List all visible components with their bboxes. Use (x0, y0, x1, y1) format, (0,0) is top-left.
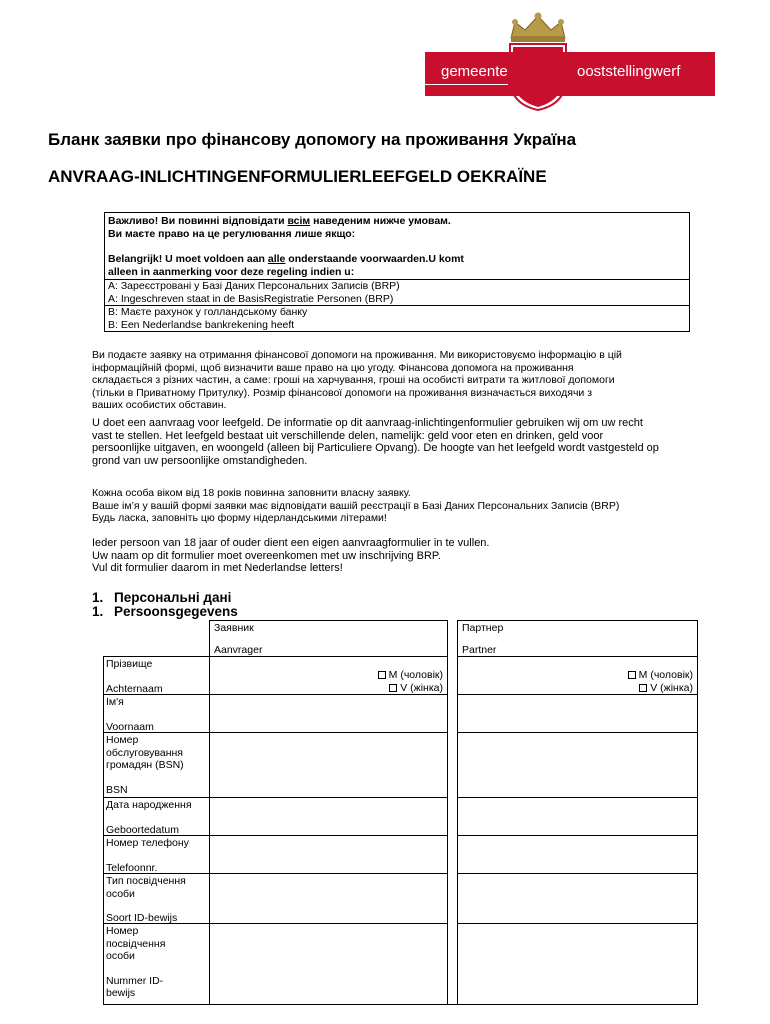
section-heading-nl (92, 604, 238, 619)
partner-gender-female[interactable] (553, 682, 693, 695)
logo-text-gemeente: gemeente (441, 63, 508, 80)
paragraph-line: Ваше ім’я у вашій формі заявки має відповідати вашій реєстрації в Базі Даних Персональних Записів (BRP) (92, 499, 620, 512)
conditions-ua-text-end: наведеним нижче умовам. (310, 215, 451, 227)
section-heading-ua (92, 590, 231, 605)
applicant-gender-male[interactable] (303, 669, 443, 682)
paragraph-line: Ieder persoon van 18 jaar of ouder dient een eigen aanvraagformulier in te vullen. (92, 537, 490, 549)
partner-gender-options (553, 669, 693, 694)
conditions-nl-emphasis: alle (267, 253, 286, 265)
section-title-ua: Персональні дані (114, 590, 232, 605)
paragraph-line: Uw naam op dit formulier moet overeenkomen met uw inschrijving BRP. (92, 549, 441, 562)
personal-data-table (103, 620, 698, 1005)
row-label-phone (106, 837, 189, 874)
label-nl: BSN (106, 783, 128, 796)
row-label-bsn (106, 734, 184, 796)
checkbox-icon[interactable] (389, 684, 397, 692)
applicant-header-nl: Aanvrager (214, 644, 263, 656)
conditions-nl-text-end: onderstaande voorwaarden.U komt (285, 253, 464, 265)
conditions-intro (108, 215, 464, 279)
form-title-ukrainian: Бланк заявки про фінансову допомогу на проживання Україна (48, 130, 577, 149)
paragraph-line: складається з різних частин, а саме: гроші на харчування, гроші на особисті витрати та житлової допомоги (92, 374, 615, 386)
intro-paragraph-nl (92, 417, 692, 467)
paragraph-line: Кожна особа віком від 18 років повинна заповнити власну заявку. (92, 487, 411, 499)
gender-female-label: V (жінка) (650, 681, 693, 694)
checkbox-icon[interactable] (628, 671, 636, 679)
row-label-birth-date (106, 799, 192, 836)
label-ua: Тип посвідчення (106, 875, 186, 887)
row-label-surname (106, 658, 163, 695)
conditions-nl-text: Belangrijk! U moet voldoen aan (108, 253, 268, 265)
condition-b (105, 305, 689, 331)
label-ua: Номер (106, 925, 139, 937)
checkbox-icon[interactable] (639, 684, 647, 692)
label-nl: Soort ID-bewijs (106, 912, 178, 924)
label-nl: Nummer ID- (106, 974, 164, 987)
paragraph-line: Будь ласка, заповніть цю форму нідерландськими літерами! (92, 512, 387, 524)
instructions-paragraph-nl (92, 537, 692, 575)
partner-gender-male[interactable] (553, 669, 693, 682)
paragraph-line: Ви подаєте заявку на отримання фінансової допомоги на проживання. Ми використовуємо інформацію в цій (92, 349, 622, 361)
row-label-id-type (106, 875, 186, 925)
conditions-ua-line2: Ви маєте право на це регулювання лише якщо: (108, 228, 356, 240)
label-nl: Telefoonnr. (106, 861, 158, 874)
condition-b-nl: B: Een Nederlandse bankrekening heeft (108, 318, 295, 331)
intro-paragraph-ua (92, 349, 692, 412)
section-number: 1. (92, 604, 104, 619)
condition-a (105, 279, 689, 305)
label-ua: Прізвище (106, 658, 153, 670)
conditions-ua-emphasis: всім (287, 215, 311, 227)
section-title-nl: Persoonsgegevens (114, 604, 238, 619)
label-ua: особи (106, 887, 135, 900)
label-nl: bewijs (106, 987, 136, 999)
condition-b-ua: B: Маєте рахунок у голландському банку (108, 306, 308, 318)
paragraph-line: інформаційній формі, щоб визначити ваше право на цю угоду. Фінансова допомога на проживання (92, 361, 574, 374)
eligibility-conditions-box (104, 212, 690, 332)
instructions-paragraph-ua (92, 487, 692, 525)
gender-female-label: V (жінка) (400, 681, 443, 694)
label-ua: Номер телефону (106, 837, 189, 849)
paragraph-line: (тільки в Приватному Притулку). Розмір фінансової допомоги на проживання визначається виходячи з (92, 386, 593, 399)
checkbox-icon[interactable] (378, 671, 386, 679)
logo-text-ooststellingwerf: ooststellingwerf (577, 63, 681, 80)
label-ua: Ім'я (106, 696, 124, 708)
paragraph-line: grond van uw persoonlijke omstandigheden. (92, 454, 308, 467)
applicant-gender-female[interactable] (303, 682, 443, 695)
label-nl: Achternaam (106, 682, 163, 695)
partner-header-ua: Партнер (462, 622, 504, 634)
label-nl: Geboortedatum (106, 823, 179, 836)
paragraph-line: vast te stellen. Het leefgeld bestaat uit verschillende delen, namelijk: geld voor eten en drinken, geld voor (92, 429, 604, 442)
section-number: 1. (92, 590, 104, 605)
gender-male-label: M (чоловік) (388, 669, 443, 681)
row-label-id-number (106, 925, 165, 1000)
conditions-nl-line2: alleen in aanmerking voor deze regeling indien u: (108, 266, 355, 278)
paragraph-line: U doet een aanvraag voor leefgeld. De informatie op dit aanvraag-inlichtingenformulier gebruiken wij om uw recht (92, 417, 643, 429)
label-ua: Дата народження (106, 799, 192, 811)
partner-header-nl: Partner (462, 644, 497, 656)
applicant-gender-options (303, 669, 443, 694)
row-label-first-name (106, 696, 154, 733)
label-nl: Voornaam (106, 720, 154, 733)
form-title-dutch: ANVRAAG-INLICHTINGENFORMULIERLEEFGELD OEKRAÏNE (48, 167, 547, 186)
logo-divider (425, 84, 508, 85)
label-ua: обслуговування (106, 746, 183, 759)
label-ua: Номер (106, 734, 139, 746)
condition-a-nl: A: Ingeschreven staat in de BasisRegistratie Personen (BRP) (108, 292, 394, 305)
gender-male-label: M (чоловік) (638, 669, 693, 681)
paragraph-line: ваших особистих обставин. (92, 399, 227, 411)
label-ua: особи (106, 950, 135, 962)
municipality-banner (425, 52, 715, 96)
paragraph-line: Vul dit formulier daarom in met Nederlandse letters! (92, 562, 343, 574)
condition-a-ua: A: Зареєстровані у Базі Даних Персональних Записів (BRP) (108, 280, 400, 292)
label-ua: громадян (BSN) (106, 759, 184, 771)
label-ua: посвідчення (106, 937, 166, 950)
paragraph-line: persoonlijke uitgaven, en woongeld (alleen bij Particuliere Opvang). De hoogte van het leefgeld wordt vastgesteld op (92, 442, 659, 454)
conditions-ua-text: Важливо! Ви повинні відповідати (108, 215, 288, 227)
applicant-header-ua: Заявник (214, 622, 254, 634)
